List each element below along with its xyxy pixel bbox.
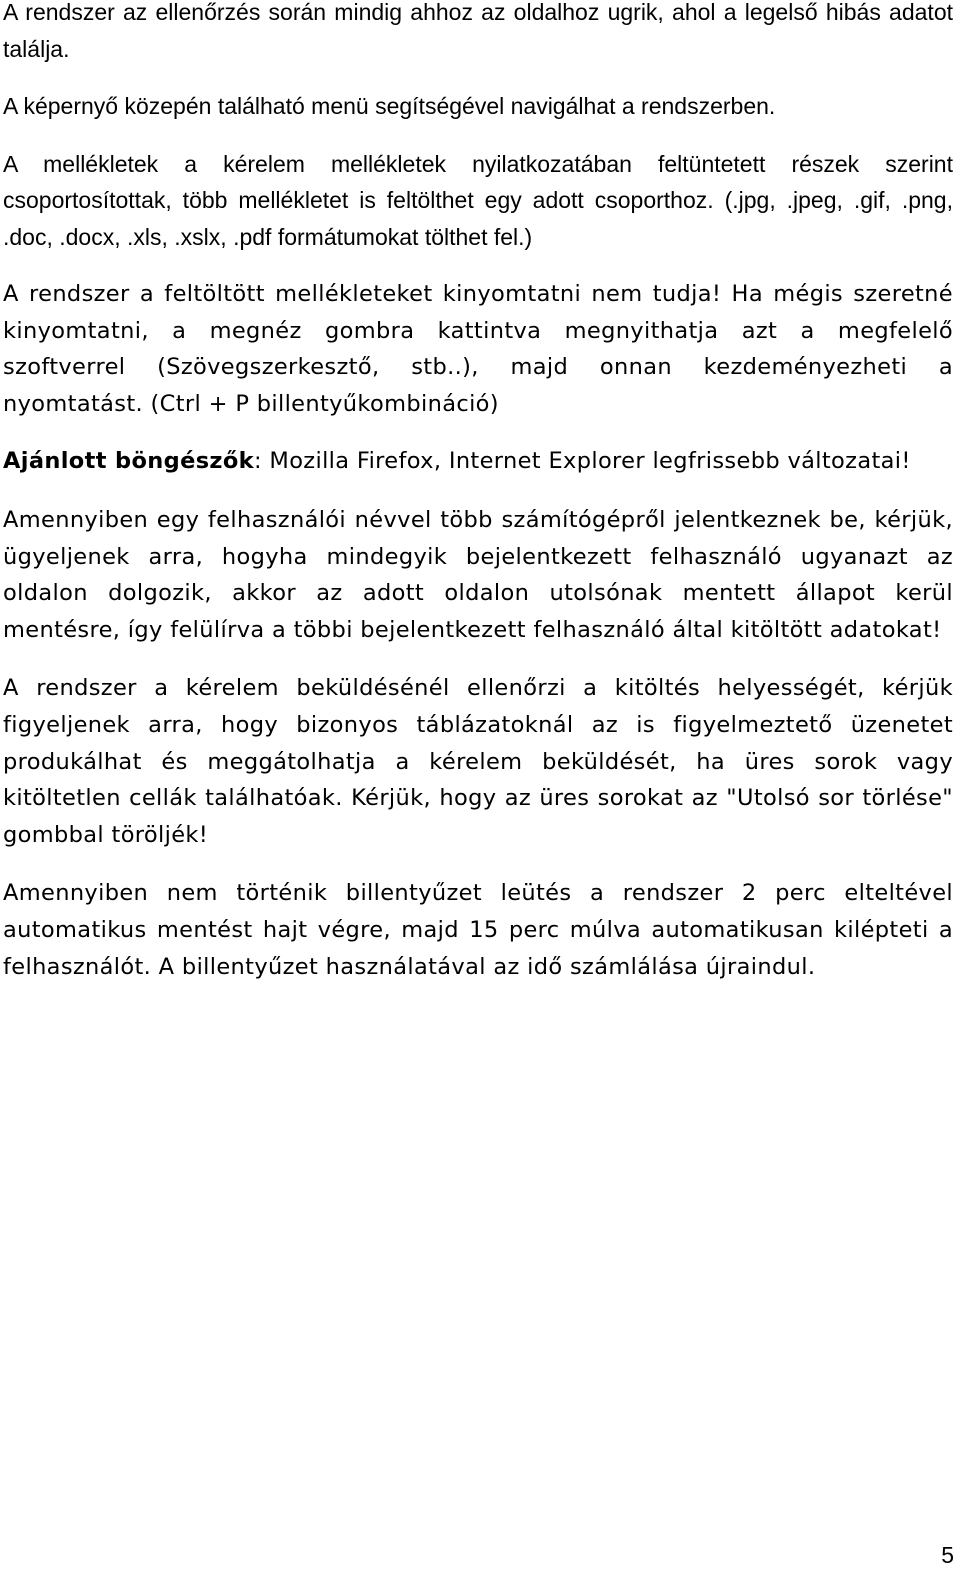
paragraph-printing-attachments (3, 276, 953, 422)
paragraph-menu-navigation: A képernyő közepén található menü segítségével navigálhat a rendszerben. (3, 93, 776, 119)
printing-text: A rendszer a feltöltött mellékleteket kinyomtatni nem tudja! Ha mégis szeretné kinyomtatni, a megnéz gombra kattintva megnyithatja azt a megfelelő szoftverrel (Szövegszerkesztő, stb..), majd onnan kezdeményezheti a nyomtatást. (3, 281, 953, 417)
page-number: 5 (941, 1542, 954, 1568)
paragraph-submission-check: A rendszer a kérelem beküldésénél ellenőrzi a kitöltés helyességét, kérjük figyeljenek arra, hogy bizonyos táblázatoknál az is figyelmeztető üzenetet produkálhat és meggátolhatja a kérelem beküldését, ha üres sorok vagy kitöltetlen cellák találhatóak. Kérjük, hogy az üres sorokat az "Utolsó sor törlése" gombbal töröljék! (3, 675, 953, 848)
document-page (3, 0, 953, 985)
recommended-browsers-label: Ajánlott böngészők (3, 448, 254, 475)
paragraph-autosave-timeout: Amennyiben nem történik billentyűzet leütés a rendszer 2 perc elteltével automatikus mentést hajt végre, majd 15 perc múlva automatikusan kilépteti a felhasználót. A billentyűzet használatával az idő számlálása újraindul. (3, 880, 953, 980)
paragraph-attachments-formats: A mellékletek a kérelem mellékletek nyilatkozatában feltüntetett részek szerint csoportosítottak, több mellékletet is feltölthet egy adott csoporthoz. (.jpg, .jpeg, .gif, .png, .doc, .docx, .xls, .xslx, .pdf formátumokat tölthet fel.) (3, 150, 953, 250)
recommended-browsers-list: : Mozilla Firefox, Internet Explorer legfrissebb változatai! (254, 448, 911, 475)
paragraph-multiple-logins: Amennyiben egy felhasználói névvel több számítógépről jelentkeznek be, kérjük, ügyeljenek arra, hogyha mindegyik bejelentkezett felhasználó ugyanazt az oldalon dolgozik, akkor az adott oldalon utolsónak mentett állapot kerül mentésre, így felülírva a többi bejelentkezett felhasználó által kitöltött adatokat! (3, 506, 953, 643)
paragraph-validation-jump: A rendszer az ellenőrzés során mindig ahhoz az oldalhoz ugrik, ahol a legelső hibás adatot találja. (3, 0, 953, 62)
print-shortcut-note: (Ctrl + P billentyűkombináció) (150, 390, 499, 417)
paragraph-recommended-browsers (3, 443, 953, 480)
